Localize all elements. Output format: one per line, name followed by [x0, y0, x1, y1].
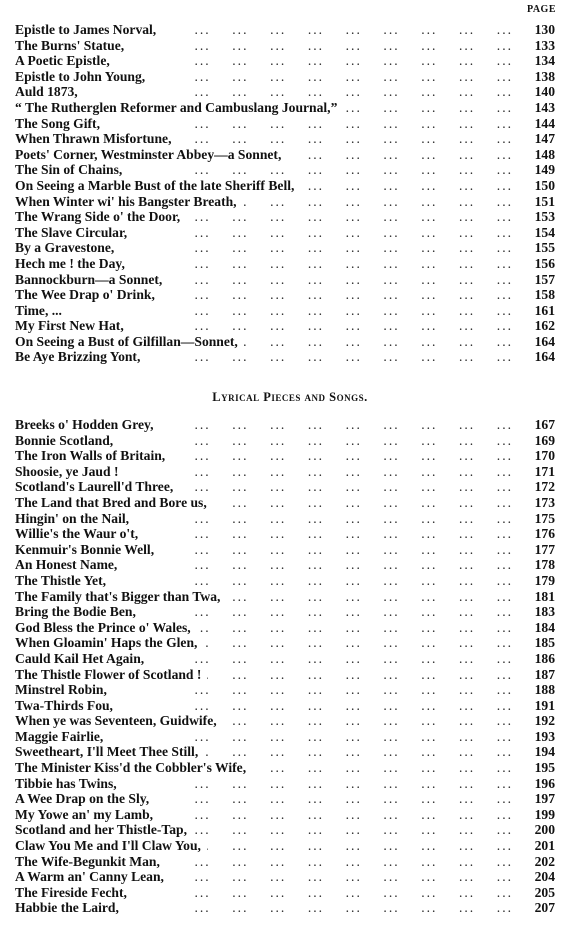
entry-title: Maggie Fairlie, [15, 728, 104, 744]
contents-entry [15, 162, 555, 178]
contents-entry [15, 38, 555, 54]
contents-entry [15, 822, 555, 838]
entry-title: Scotland's Laurell'd Three, [15, 479, 174, 495]
entry-page-number: 186 [534, 650, 555, 666]
entry-page-number: 156 [534, 255, 555, 271]
entry-title: Sweetheart, I'll Meet Thee Still, [15, 744, 199, 760]
entry-page-number: 197 [534, 791, 555, 807]
contents-entry [15, 256, 555, 272]
entry-page-number: 164 [534, 349, 555, 365]
entry-title: When Gloamin' Haps the Glen, [15, 635, 198, 651]
entry-page-number: 164 [534, 333, 555, 349]
contents-entry [15, 178, 555, 194]
contents-entry [15, 667, 555, 683]
entry-title: The Family that's Bigger than Twa, [15, 588, 221, 604]
contents-entry [15, 100, 555, 116]
entry-title: The Iron Walls of Britain, [15, 448, 166, 464]
contents-entry [15, 240, 555, 256]
entry-title: When ye was Seventeen, Guidwife, [15, 713, 217, 729]
entry-page-number: 148 [534, 146, 555, 162]
entry-page-number: 162 [534, 318, 555, 334]
entry-page-number: 172 [534, 479, 555, 495]
contents-entry [15, 885, 555, 901]
contents-entry [15, 225, 555, 241]
contents-entry [15, 53, 555, 69]
entry-page-number: 144 [534, 115, 555, 131]
section-heading-lyrical: Lyrical Pieces and Songs. [212, 390, 368, 404]
entry-page-number: 170 [534, 448, 555, 464]
contents-entry [15, 209, 555, 225]
entry-title: Poets' Corner, Westminster Abbey—a Sonnet, [15, 146, 282, 162]
entry-page-number: 177 [534, 541, 555, 557]
entry-page-number: 194 [534, 744, 555, 760]
entry-page-number: 184 [534, 619, 555, 635]
entry-title: The Land that Bred and Bore us, [15, 494, 207, 510]
entry-page-number: 181 [534, 588, 555, 604]
entry-page-number: 149 [534, 162, 555, 178]
entry-page-number: 154 [534, 224, 555, 240]
contents-entry [15, 791, 555, 807]
entry-title: The Thistle Yet, [15, 572, 107, 588]
entry-title: Bonnie Scotland, [15, 432, 114, 448]
entry-page-number: 138 [534, 68, 555, 84]
entry-page-number: 207 [534, 900, 555, 916]
entry-title: The Thistle Flower of Scotland ! [15, 666, 202, 682]
entry-page-number: 150 [534, 177, 555, 193]
contents-entry [15, 448, 555, 464]
entry-page-number: 199 [534, 806, 555, 822]
entry-title: When Winter wi' his Bangster Breath, [15, 193, 237, 209]
entry-title: Bannockburn—a Sonnet, [15, 271, 163, 287]
entry-page-number: 140 [534, 84, 555, 100]
contents-list-poems [15, 22, 555, 365]
entry-page-number: 205 [534, 884, 555, 900]
contents-entry [15, 318, 555, 334]
entry-page-number: 147 [534, 131, 555, 147]
entry-title: Tibbie has Twins, [15, 775, 117, 791]
entry-title: On Seeing a Marble Bust of the late Sheriff Bell, [15, 177, 295, 193]
entry-title: When Thrawn Misfortune, [15, 131, 172, 147]
contents-entry [15, 651, 555, 667]
entry-title: Twa-Thirds Fou, [15, 697, 113, 713]
contents-entry [15, 542, 555, 558]
entry-title: The Minister Kiss'd the Cobbler's Wife, [15, 760, 247, 776]
contents-entry [15, 433, 555, 449]
contents-entry [15, 854, 555, 870]
contents-entry [15, 131, 555, 147]
contents-entry [15, 22, 555, 38]
entry-title: Willie's the Waur o't, [15, 526, 139, 542]
contents-entry [15, 479, 555, 495]
contents-entry [15, 776, 555, 792]
entry-title: The Wee Drap o' Drink, [15, 287, 155, 303]
contents-entry [15, 807, 555, 823]
entry-title: God Bless the Prince o' Wales, [15, 619, 191, 635]
contents-entry [15, 698, 555, 714]
entry-page-number: 200 [534, 822, 555, 838]
contents-entry [15, 84, 555, 100]
contents-entry [15, 557, 555, 573]
entry-page-number: 193 [534, 728, 555, 744]
entry-page-number: 171 [534, 463, 555, 479]
entry-title: The Burns' Statue, [15, 37, 125, 53]
contents-entry [15, 511, 555, 527]
contents-entry [15, 869, 555, 885]
entry-title: On Seeing a Bust of Gilfillan—Sonnet, [15, 333, 238, 349]
entry-title: Breeks o' Hodden Grey, [15, 417, 154, 432]
entry-title: Cauld Kail Het Again, [15, 650, 145, 666]
entry-title: The Wrang Side o' the Door, [15, 209, 181, 225]
entry-page-number: 195 [534, 760, 555, 776]
entry-page-number: 157 [534, 271, 555, 287]
entry-title: Claw You Me and I'll Claw You, [15, 838, 201, 854]
entry-title: The Wife-Begunkit Man, [15, 853, 160, 869]
contents-entry [15, 838, 555, 854]
contents-entry [15, 900, 555, 916]
contents-entry [15, 604, 555, 620]
entry-page-number: 167 [534, 417, 555, 432]
entry-title: “ The Rutherglen Reformer and Cambuslang Journal,” [15, 99, 338, 115]
contents-entry [15, 464, 555, 480]
contents-entry [15, 589, 555, 605]
entry-title: The Fireside Fecht, [15, 884, 127, 900]
entry-title: My First New Hat, [15, 318, 124, 334]
contents-entry [15, 194, 555, 210]
entry-title: A Poetic Epistle, [15, 53, 110, 69]
entry-title: Auld 1873, [15, 84, 78, 100]
entry-page-number: 185 [534, 635, 555, 651]
contents-entry [15, 760, 555, 776]
entry-title: An Honest Name, [15, 557, 118, 573]
entry-page-number: 143 [534, 99, 555, 115]
entry-page-number: 179 [534, 572, 555, 588]
entry-page-number: 130 [534, 22, 555, 37]
entry-title: The Sin of Chains, [15, 162, 123, 178]
entry-title: My Yowe an' my Lamb, [15, 806, 154, 822]
entry-page-number: 204 [534, 869, 555, 885]
entry-page-number: 153 [534, 209, 555, 225]
contents-entry [15, 272, 555, 288]
contents-entry [15, 69, 555, 85]
entry-title: The Song Gift, [15, 115, 100, 131]
contents-entry [15, 116, 555, 132]
dot-leader [15, 84, 513, 100]
entry-page-number: 151 [534, 193, 555, 209]
entry-page-number: 191 [534, 697, 555, 713]
contents-entry [15, 682, 555, 698]
contents-entry [15, 573, 555, 589]
entry-page-number: 176 [534, 526, 555, 542]
entry-title: Bring the Bodie Ben, [15, 604, 136, 620]
entry-page-number: 173 [534, 494, 555, 510]
entry-page-number: 169 [534, 432, 555, 448]
entry-title: Epistle to James Norval, [15, 22, 157, 37]
entry-title: Minstrel Robin, [15, 682, 107, 698]
contents-entry [15, 147, 555, 163]
entry-page-number: 178 [534, 557, 555, 573]
dot-leader [15, 303, 513, 319]
entry-page-number: 133 [534, 37, 555, 53]
contents-entry [15, 713, 555, 729]
entry-title: Shoosie, ye Jaud ! [15, 463, 119, 479]
entry-page-number: 192 [534, 713, 555, 729]
entry-title: A Warm an' Canny Lean, [15, 869, 164, 885]
contents-entry [15, 526, 555, 542]
contents-entry [15, 729, 555, 745]
entry-title: Kenmuir's Bonnie Well, [15, 541, 155, 557]
entry-title: By a Gravestone, [15, 240, 115, 256]
entry-title: Hech me ! the Day, [15, 255, 125, 271]
entry-title: A Wee Drap on the Sly, [15, 791, 150, 807]
contents-entry [15, 303, 555, 319]
contents-entry [15, 620, 555, 636]
contents-entry [15, 744, 555, 760]
contents-entry [15, 635, 555, 651]
contents-entry [15, 287, 555, 303]
entry-page-number: 202 [534, 853, 555, 869]
contents-entry [15, 495, 555, 511]
contents-entry [15, 417, 555, 433]
entry-title: The Slave Circular, [15, 224, 128, 240]
entry-page-number: 201 [534, 838, 555, 854]
page-column-label: PAGE [526, 4, 556, 15]
entry-page-number: 158 [534, 287, 555, 303]
entry-title: Hingin' on the Nail, [15, 510, 130, 526]
entry-title: Scotland and her Thistle-Tap, [15, 822, 187, 838]
entry-page-number: 175 [534, 510, 555, 526]
entry-page-number: 188 [534, 682, 555, 698]
entry-page-number: 155 [534, 240, 555, 256]
entry-title: Be Aye Brizzing Yont, [15, 349, 141, 365]
entry-title: Time, ... [15, 302, 62, 318]
contents-list-songs [15, 417, 555, 916]
entry-page-number: 161 [534, 302, 555, 318]
entry-page-number: 183 [534, 604, 555, 620]
entry-title: Epistle to John Young, [15, 68, 146, 84]
entry-page-number: 187 [534, 666, 555, 682]
entry-title: Habbie the Laird, [15, 900, 119, 916]
entry-page-number: 134 [534, 53, 555, 69]
entry-page-number: 196 [534, 775, 555, 791]
contents-entry [15, 334, 555, 350]
contents-entry [15, 349, 555, 365]
